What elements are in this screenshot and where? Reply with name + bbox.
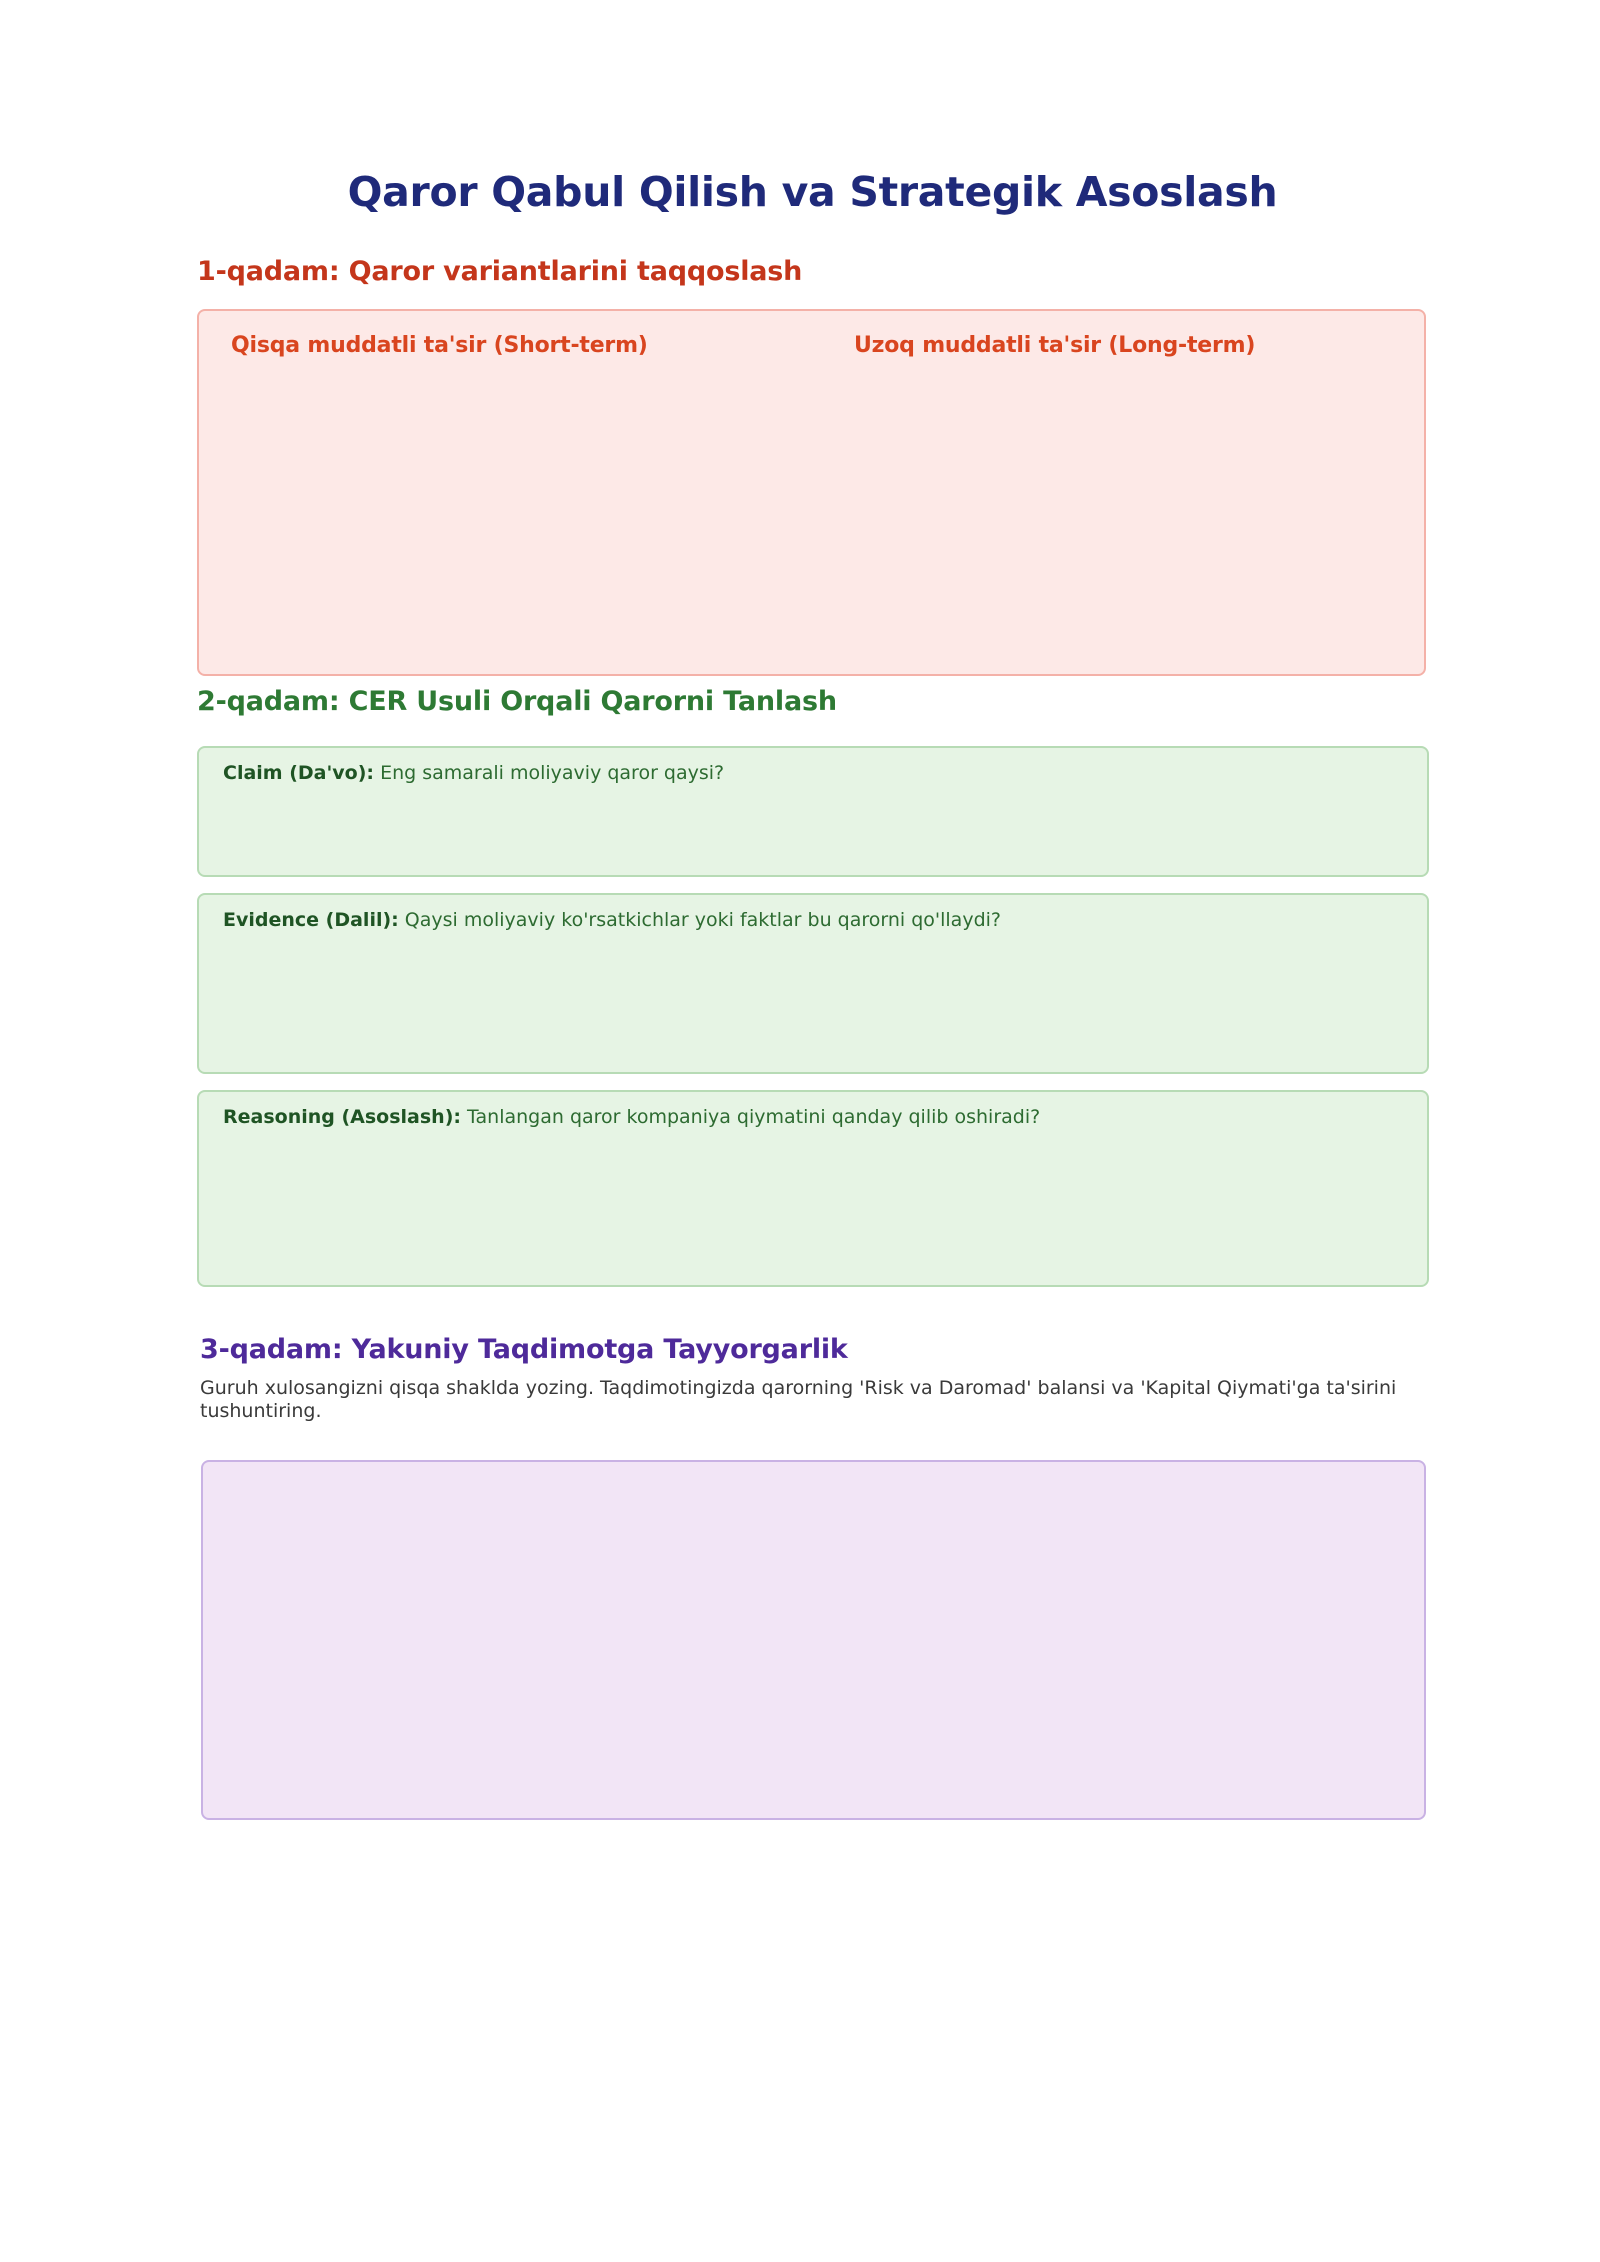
reasoning-question: Tanlangan qaror kompaniya qiymatini qanday qilib oshiradi?	[467, 1106, 1041, 1128]
step3-summary-area[interactable]	[201, 1460, 1426, 1820]
long-term-label: Uzoq muddatli ta'sir (Long-term)	[854, 333, 1256, 358]
claim-prompt	[223, 762, 724, 784]
page-title: Qaror Qabul Qilish va Strategik Asoslash	[347, 168, 1278, 216]
step2-heading: 2-qadam: CER Usuli Orqali Qarorni Tanlash	[197, 686, 837, 717]
reasoning-prompt	[223, 1106, 1040, 1128]
evidence-prompt	[223, 909, 1001, 931]
short-term-label: Qisqa muddatli ta'sir (Short-term)	[231, 333, 648, 358]
evidence-question: Qaysi moliyaviy ko'rsatkichlar yoki faktlar bu qarorni qo'llaydi?	[404, 909, 1001, 931]
reasoning-label: Reasoning (Asoslash):	[223, 1106, 461, 1128]
claim-question: Eng samarali moliyaviy qaror qaysi?	[380, 762, 725, 784]
claim-answer-box[interactable]	[197, 746, 1429, 877]
evidence-label: Evidence (Dalil):	[223, 909, 399, 931]
claim-label: Claim (Da'vo):	[223, 762, 375, 784]
step1-comparison-area[interactable]	[197, 309, 1426, 676]
step3-heading: 3-qadam: Yakuniy Taqdimotga Tayyorgarlik	[200, 1334, 848, 1365]
reasoning-answer-box[interactable]	[197, 1090, 1429, 1287]
step1-heading: 1-qadam: Qaror variantlarini taqqoslash	[197, 256, 803, 287]
step3-instructions: Guruh xulosangizni qisqa shaklda yozing. Taqdimotingizda qarorning 'Risk va Daromad' balansi va 'Kapital Qiymati'ga ta'sirini tushuntiring.	[200, 1377, 1397, 1422]
evidence-answer-box[interactable]	[197, 893, 1429, 1074]
